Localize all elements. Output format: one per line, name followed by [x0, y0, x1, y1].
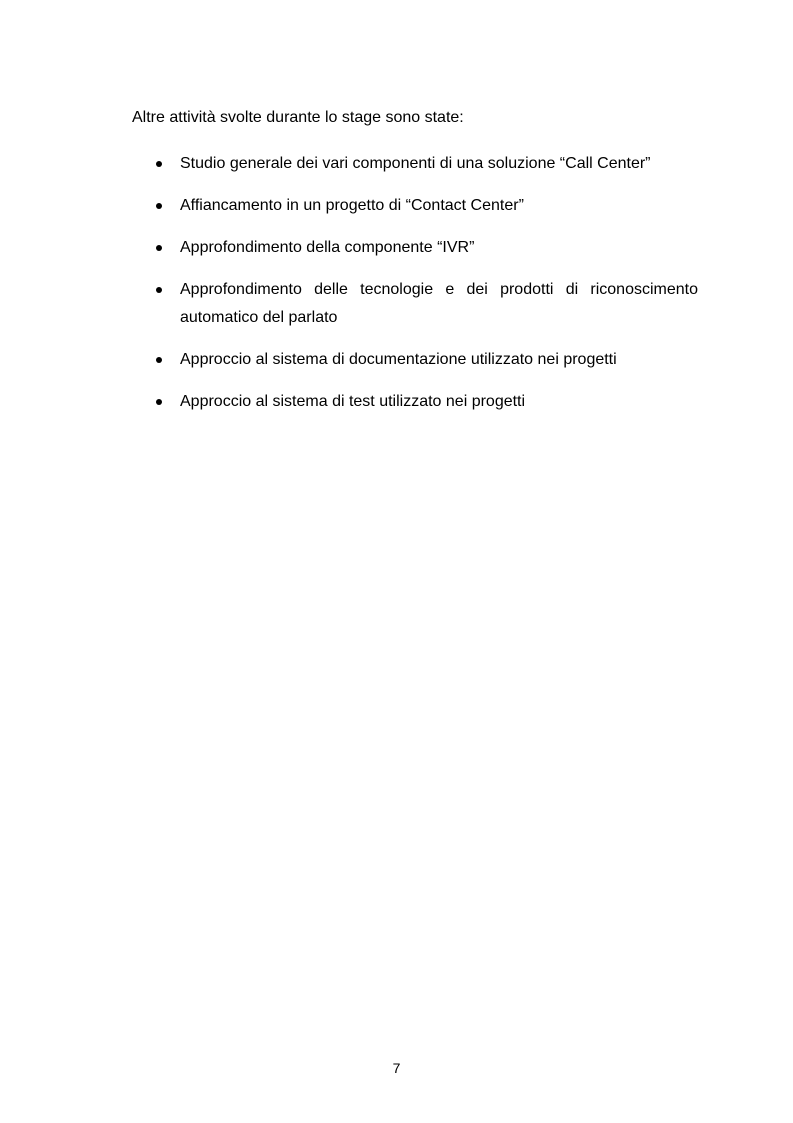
list-item-text: Studio generale dei vari componenti di una soluzione “Call Center”: [180, 155, 651, 172]
bullet-icon: [156, 287, 162, 293]
intro-paragraph: Altre attività svolte durante lo stage sono state:: [132, 109, 464, 126]
list-item-text: Approccio al sistema di test utilizzato nei progetti: [180, 393, 526, 410]
bullet-icon: [156, 357, 162, 363]
bullet-icon: [156, 203, 162, 209]
list-item-text: Approfondimento delle tecnologie e dei prodotti di riconoscimento automatico del parlato: [180, 281, 698, 326]
bullet-icon: [156, 245, 162, 251]
activities-list: [132, 150, 698, 416]
list-item: [132, 346, 698, 374]
list-item: [132, 234, 698, 262]
list-item: [132, 192, 698, 220]
list-item: [132, 276, 698, 332]
list-item-text: Approccio al sistema di documentazione utilizzato nei progetti: [180, 351, 617, 368]
bullet-icon: [156, 161, 162, 167]
page-number: 7: [392, 1060, 401, 1076]
list-item: [132, 388, 698, 416]
list-item-text: Approfondimento della componente “IVR”: [180, 239, 475, 256]
list-item: [132, 150, 698, 178]
list-item-text: Affiancamento in un progetto di “Contact Center”: [180, 197, 524, 214]
bullet-icon: [156, 399, 162, 405]
